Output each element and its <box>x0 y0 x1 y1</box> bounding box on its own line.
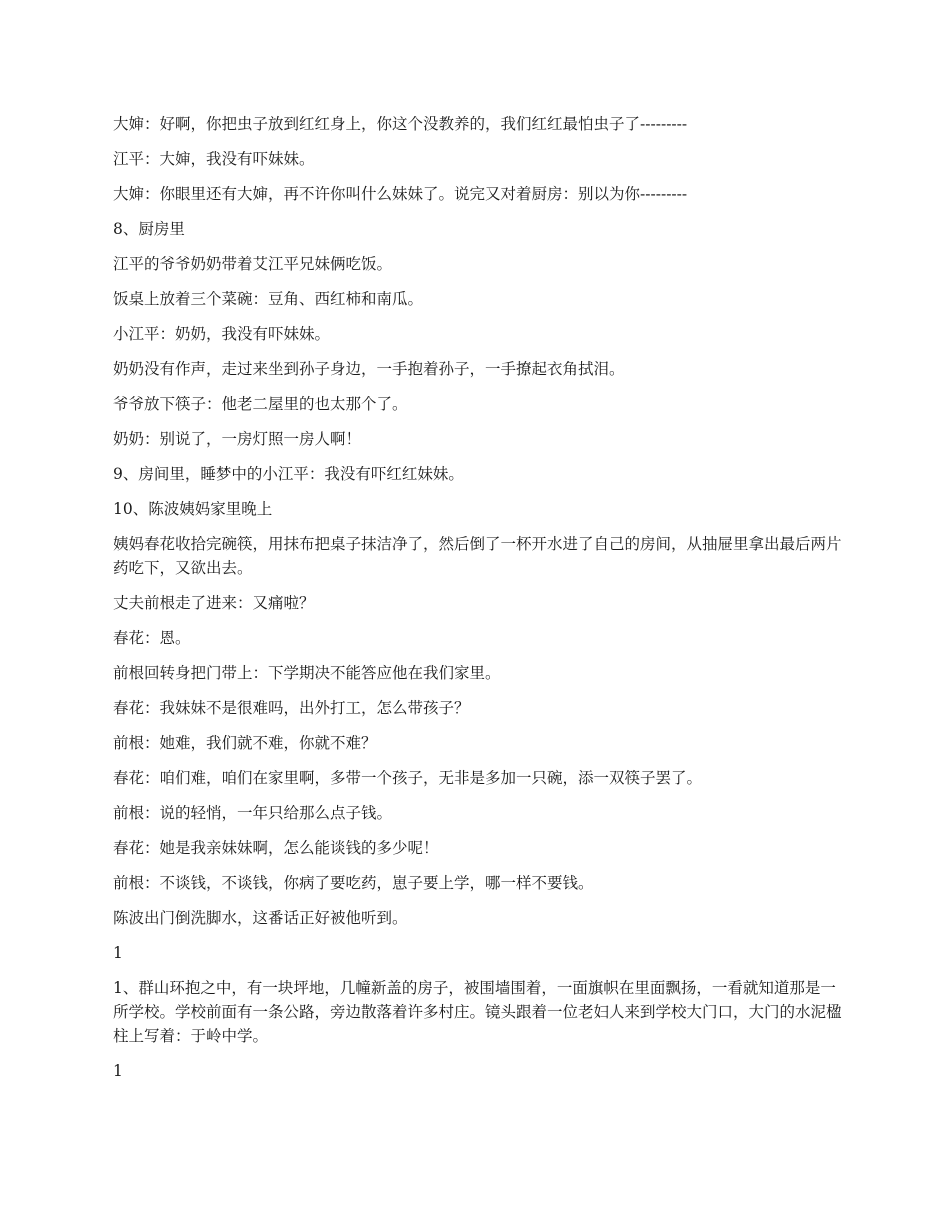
paragraph: 前根回转身把门带上：下学期决不能答应他在我们家里。 <box>113 664 501 682</box>
paragraph: 春花：咱们难，咱们在家里啊，多带一个孩子，无非是多加一只碗，添一双筷子罢了。 <box>113 769 703 787</box>
section-heading: 8、厨房里 <box>113 220 185 238</box>
paragraph: 春花：恩。 <box>113 629 191 647</box>
paragraph: 江平：大婶，我没有吓妹妹。 <box>113 150 315 168</box>
section-heading: 9、房间里，睡梦中的小江平：我没有吓红红妹妹。 <box>113 465 464 483</box>
paragraph: 春花：她是我亲妹妹啊，怎么能谈钱的多少呢！ <box>113 839 439 857</box>
paragraph: 春花：我妹妹不是很难吗，出外打工，怎么带孩子？ <box>113 699 470 717</box>
paragraph: 大婶：你眼里还有大婶，再不许你叫什么妹妹了。说完又对着厨房：别以为你--------- <box>113 185 688 203</box>
paragraph: 陈波出门倒洗脚水，这番话正好被他听到。 <box>113 909 408 927</box>
page-number: 1 <box>113 944 123 962</box>
paragraph: 前根：不谈钱，不谈钱，你病了要吃药，崽子要上学，哪一样不要钱。 <box>113 874 594 892</box>
paragraph: 前根：她难，我们就不难，你就不难？ <box>113 734 377 752</box>
paragraph: 丈夫前根走了进来：又痛啦？ <box>113 594 315 612</box>
paragraph: 姨妈春花收拾完碗筷，用抹布把桌子抹洁净了，然后倒了一杯开水进了自己的房间，从抽屉里拿出最后两片药吃下，又欲出去。 <box>113 535 842 577</box>
paragraph: 奶奶没有作声，走过来坐到孙子身边，一手抱着孙子，一手撩起衣角拭泪。 <box>113 360 625 378</box>
paragraph: 小江平：奶奶，我没有吓妹妹。 <box>113 325 331 343</box>
paragraph: 江平的爷爷奶奶带着艾江平兄妹俩吃饭。 <box>113 255 393 273</box>
paragraph: 大婶：好啊，你把虫子放到红红身上，你这个没教养的，我们红红最怕虫子了--------- <box>113 115 688 133</box>
page-number: 1 <box>113 1062 123 1080</box>
paragraph: 奶奶：别说了，一房灯照一房人啊！ <box>113 430 362 448</box>
paragraph: 饭桌上放着三个菜碗：豆角、西红柿和南瓜。 <box>113 290 424 308</box>
section-heading: 10、陈波姨妈家里晚上 <box>113 500 273 518</box>
paragraph: 1、群山环抱之中，有一块坪地，几幢新盖的房子，被围墙围着，一面旗帜在里面飘扬，一看就知道那是一所学校。学校前面有一条公路，旁边散落着许多村庄。镜头跟着一位老妇人来到学校大门口，大门的水泥楹柱上写着：于岭中学。 <box>113 979 842 1045</box>
paragraph: 前根：说的轻悄，一年只给那么点子钱。 <box>113 804 393 822</box>
paragraph: 爷爷放下筷子：他老二屋里的也太那个了。 <box>113 395 408 413</box>
